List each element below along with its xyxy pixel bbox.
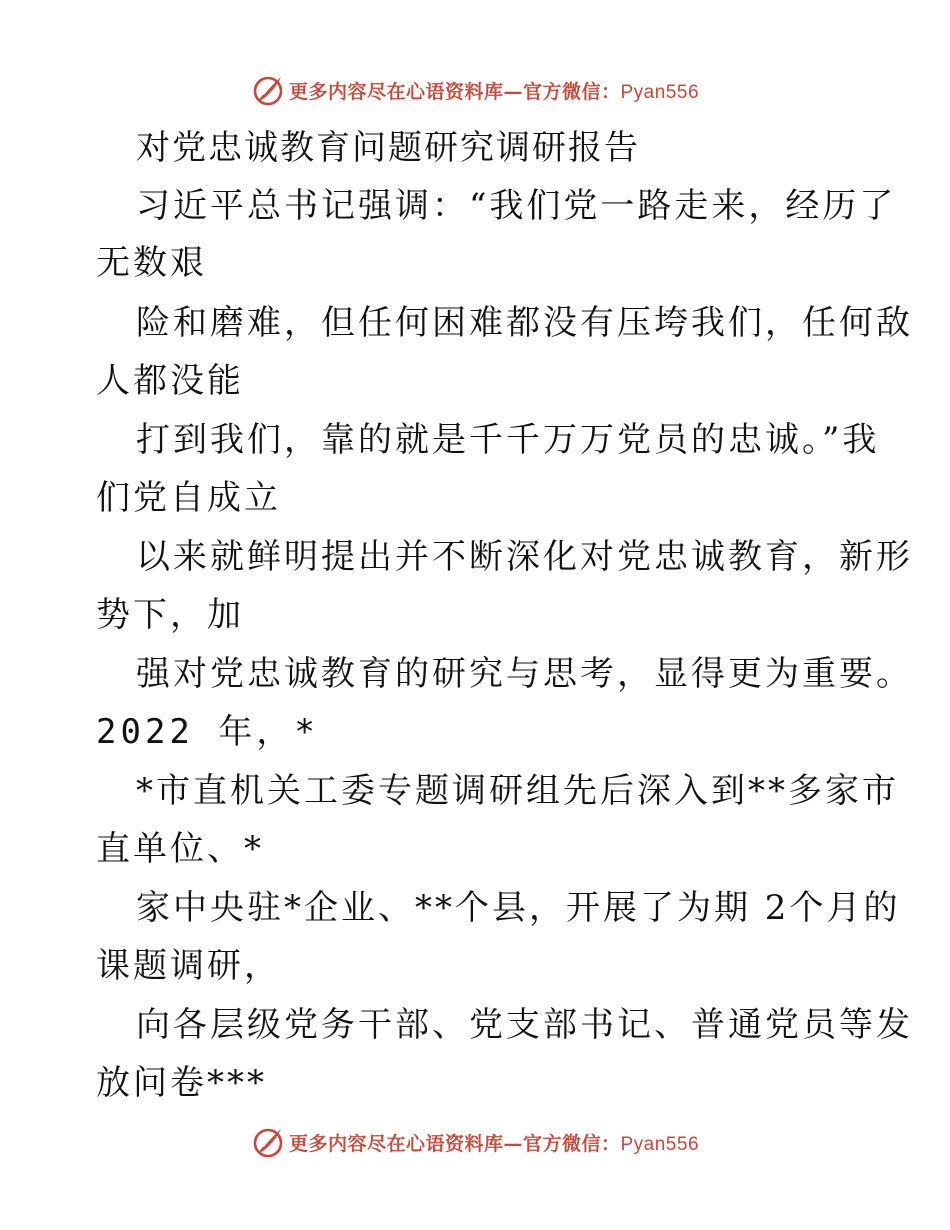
body-line: 直单位、* (96, 829, 264, 869)
body-line: 强对党忠诚教育的研究与思考，显得更为重要。 (136, 654, 913, 694)
quill-logo-icon (251, 73, 285, 107)
banner-dash: — (503, 80, 523, 103)
body-line: 2022 年，* (96, 712, 319, 752)
banner-text (289, 77, 699, 104)
body-line: 们党自成立 (96, 478, 281, 518)
body-line: 习近平总书记强调：“我们党一路走来，经历了 (136, 186, 897, 226)
banner-text (289, 1129, 699, 1156)
body-line: 放问卷*** (96, 1063, 267, 1103)
footer-banner (0, 1122, 950, 1162)
body-line: 向各层级党务干部、党支部书记、普通党员等发 (136, 1005, 913, 1045)
banner-dash: — (503, 1132, 523, 1155)
body-line: 家中央驻*企业、**个县，开展了为期 2个月的 (136, 888, 901, 928)
body-line: 课题调研， (96, 946, 281, 986)
body-line: 人都没能 (96, 361, 244, 401)
header-banner (0, 70, 950, 110)
banner-wechat-handle: Pyan556 (620, 81, 700, 103)
quill-logo-icon (251, 1125, 285, 1159)
banner-site-name: 更多内容尽在心语资料库 (288, 80, 504, 103)
banner-wechat-label: 官方微信： (522, 80, 621, 103)
banner-site-name: 更多内容尽在心语资料库 (288, 1132, 504, 1155)
body-line: 打到我们，靠的就是千千万万党员的忠诚。”我 (136, 420, 880, 460)
document-title: 对党忠诚教育问题研究调研报告 (136, 128, 640, 168)
body-line: 无数艰 (96, 243, 207, 283)
banner-wechat-handle: Pyan556 (620, 1133, 700, 1155)
body-line: 以来就鲜明提出并不断深化对党忠诚教育，新形 (136, 537, 913, 577)
body-line: *市直机关工委专题调研组先后深入到**多家市 (136, 771, 899, 811)
body-line: 势下，加 (96, 595, 244, 635)
body-line: 险和磨难，但任何困难都没有压垮我们，任何敌 (136, 303, 913, 343)
banner-wechat-label: 官方微信： (522, 1132, 621, 1155)
